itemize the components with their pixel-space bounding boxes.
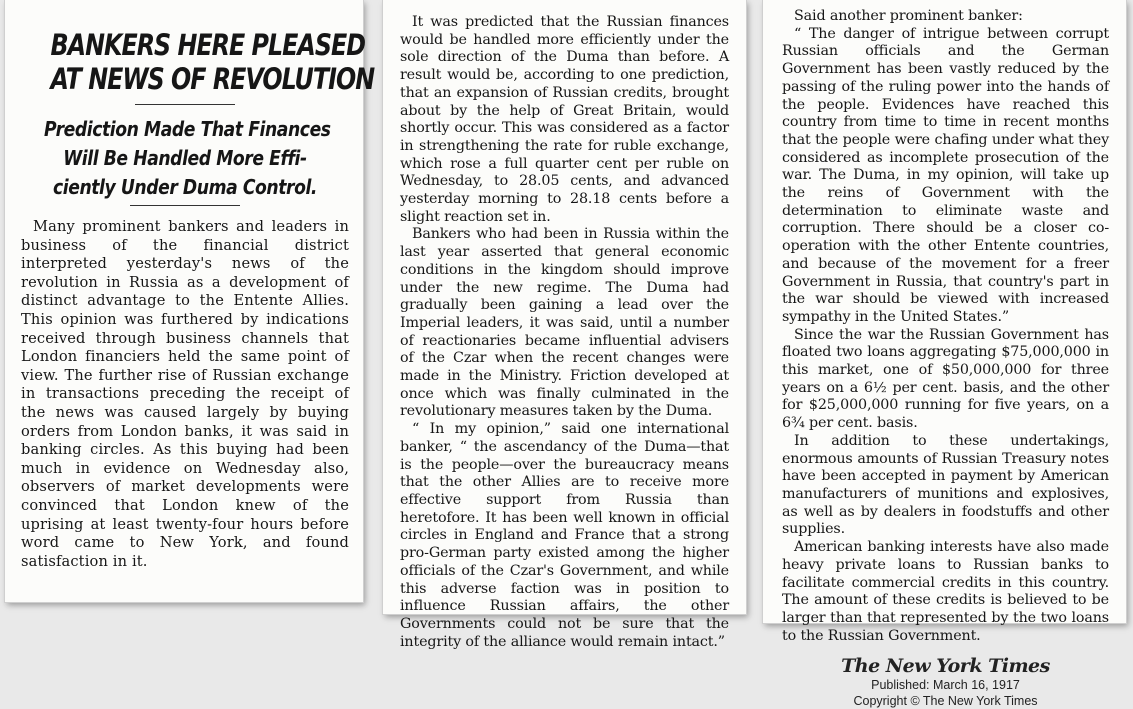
article-column-1 bbox=[5, 0, 375, 602]
headline-line: BANKERS HERE PLEASED bbox=[50, 28, 365, 62]
divider bbox=[130, 205, 240, 206]
subhead-line: Will Be Handled More Effi- bbox=[63, 146, 307, 170]
paragraph: It was predicted that the Russian finances would be handled more efficiently under the sole direction of the Duma than before. A result would be, according to one prediction, that an expansion of Russian credits, brought about by the help of Great Britain, would shortly occur. This was considered as a factor in strengthening the rate for ruble exchange, which rose a full quarter cent per ruble on Wednesday, to 28.05 cents, and advanced yesterday morning to 28.18 cents before a slight reaction set in. bbox=[400, 14, 729, 225]
paragraph: American banking interests have also made heavy private loans to Russian banks to facilitate commercial credits in this country. The amount of these credits is believed to be larger than that represented by the two loans to the Russian Government. bbox=[782, 539, 1109, 644]
paragraph: Since the war the Russian Government has floated two loans aggregating $75,000,000 in this market, one of $50,000,000 for three years on a 6½ per cent. basis, and the other for $25,000,000 running for five years, on a 6¾ per cent. basis. bbox=[782, 326, 1109, 432]
column-body bbox=[21, 218, 349, 571]
subhead-line: Prediction Made That Finances bbox=[43, 117, 331, 141]
subhead-line: ciently Under Duma Control. bbox=[52, 175, 318, 199]
subheadline bbox=[43, 115, 331, 202]
headline bbox=[50, 28, 375, 96]
paragraph: Said another prominent banker: bbox=[794, 8, 1023, 24]
paragraph: “ The danger of intrigue between corrupt Russian officials and the German Government has been vastly reduced by the passing of the ruling power into the hands of the people. Evidences have reached this country from time to time in recent months that the people were chafing under what they considered as incomplete prosecution of the war. The Duma, in my opinion, will take up the reins of Government with the determination to eliminate waste and corruption. There should be a closer co-operation with the other Entente countries, and because of the movement for a freer Government in Russia, that country's part in the war should be viewed with increased sympathy in the United States.” bbox=[782, 25, 1109, 325]
paragraph: In addition to these undertakings, enormous amounts of Russian Treasury notes have been accepted in payment by American manufacturers of munitions and explosives, as well as by dealers in foodstuffs and other supplies. bbox=[782, 432, 1109, 538]
column-body bbox=[400, 14, 729, 651]
nyt-masthead-logo: The New York Times bbox=[841, 655, 1050, 678]
paragraph: “ In my opinion,” said one international banker, “ the ascendancy of the Duma—that is the people—over the bureaucracy means that the other Allies are to receive more effective support from Russia than heretofore. It has been well known in official circles in England and France that a strong pro-German party existed among the higher officials of the Czar's Government, and while this adverse faction was in position to influence Russian affairs, the other Governments could not be sure that the integrity of the alliance would remain intact.” bbox=[400, 421, 729, 650]
divider bbox=[135, 104, 235, 105]
column-body bbox=[782, 8, 1109, 645]
article-column-2 bbox=[383, 0, 746, 650]
copyright-notice: Copyright © The New York Times bbox=[853, 694, 1038, 709]
article-column-3 bbox=[763, 0, 1126, 709]
paragraph: Bankers who had been in Russia within the last year asserted that general economic conditions in the kingdom should improve under the new regime. The Duma had gradually been gaining a lead over the Imperial leaders, it was said, until a number of reactionaries became influential advisers of the Czar when the recent changes were made in the Ministry. Friction developed at once which was finally culminated in the revolutionary measures taken by the Duma. bbox=[400, 226, 729, 420]
headline-line: AT NEWS OF REVOLUTION bbox=[50, 62, 375, 96]
paragraph: Many prominent bankers and leaders in business of the financial district interpreted yesterday's news of the revolution in Russia as a development of distinct advantage to the Entente Allies. This opinion was furthered by indications received through business channels that London financiers held the same point of view. The further rise of Russian exchange in transactions preceding the receipt of the news was caused largely by buying orders from London banks, it was said in banking circles. As this buying had been much in evidence on Wednesday also, observers of market developments were convinced that London knew of the uprising at least twenty-four hours before word came to New York, and found satisfaction in it. bbox=[21, 218, 349, 570]
published-date: Published: March 16, 1917 bbox=[871, 678, 1020, 693]
